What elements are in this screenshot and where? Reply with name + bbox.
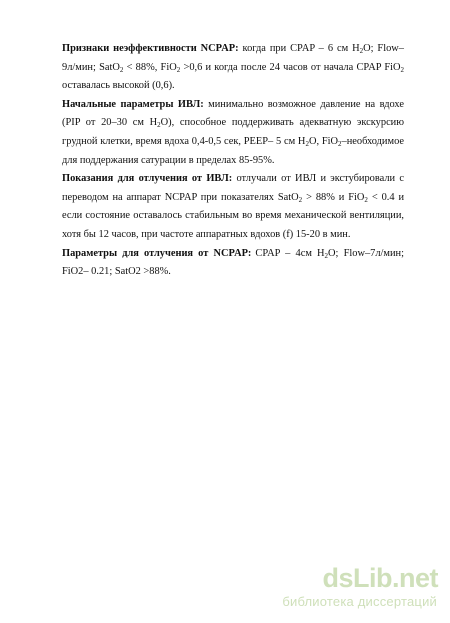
paragraph-heading: Показания для отлучения от ИВЛ: [62,173,233,185]
subscript: 2 [359,47,364,55]
paragraph-text: –необходимое для поддержания сатурации в пределах 85-95%. [62,135,405,166]
paragraph-text: O), способное поддерживать адекватную экскурсию грудной клетки, время вдоха 0,4-0,5 сек, PEEP– 5 см H [62,117,405,147]
paragraph-text: отлучали от ИВЛ и экстубировали с переводом на аппарат NCPAP при показателях SatO [62,173,404,203]
paragraph-text: когда при CPAP – 6 см H [242,43,360,54]
paragraph-text: < 0.4 и если состояние оставалось стабильным во время механической вентиляции, хотя бы 12 часов, при частоте аппаратных вдохов (f) 15-20 в мин. [62,191,405,240]
paragraph-text: O, FiO [308,135,338,147]
watermark-logo: dsLib.net [322,563,438,593]
paragraph-ncpap-weaning-parameters [62,245,404,282]
subscript: 2 [305,139,309,148]
paragraph-text: оставалась высокой (0,6). [62,80,175,92]
paragraph-text: минимально возможное давление на вдохе (PIP от 20–30 см H [62,98,404,129]
subscript: 2 [119,65,124,74]
subscript: 2 [157,121,161,130]
subscript: 2 [400,65,404,74]
paragraph-ventilation-weaning-indications [62,170,404,244]
subscript: 2 [364,195,368,204]
watermark-subtitle: библиотека диссертаций [282,594,437,609]
paragraph-heading: Начальные параметры ИВЛ: [62,98,204,110]
paragraph-text: CPAP – 4см H [255,247,325,259]
paragraph-text: > 88% и FiO [306,191,365,203]
paragraph-heading: Параметры для отлучения от NCPAP: [62,247,252,259]
paragraph-text: >0,6 и когда после 24 часов от начала CPAP FiO [183,61,401,73]
paragraph-text: O; Flow–7л/мин; FiO2– 0.21; SatO2 >88%. [62,247,404,278]
paragraph-initial-ventilation-parameters [62,96,404,170]
subscript: 2 [338,139,342,148]
subscript: 2 [324,251,329,260]
subscript: 2 [176,65,181,74]
paragraph-ncpap-ineffectiveness [62,40,404,96]
paragraph-heading: Признаки неэффективности NCPAP: [62,43,239,54]
paragraph-text: < 88%, FiO [126,61,177,73]
watermark [262,563,438,609]
document-body [62,40,404,282]
subscript: 2 [298,195,303,204]
paragraph-text: O; Flow–9л/мин; SatO [62,43,404,73]
